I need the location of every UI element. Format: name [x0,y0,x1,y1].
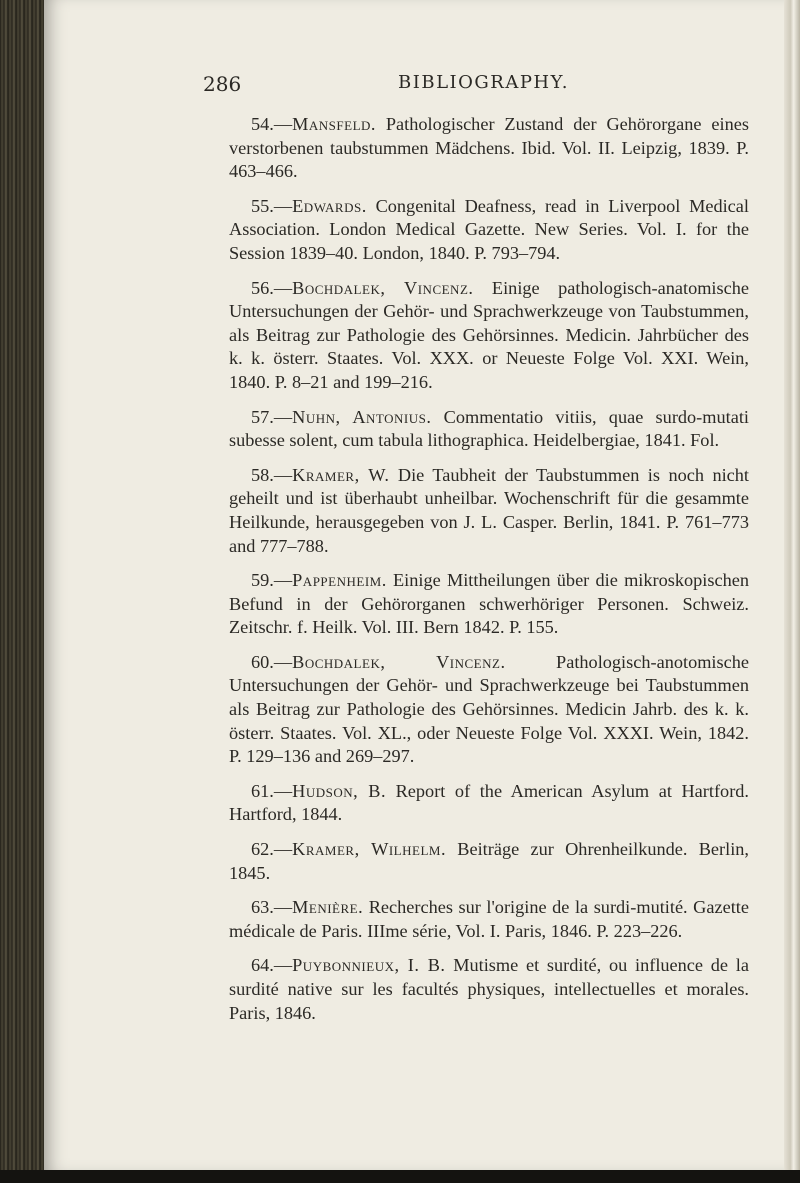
entry-text: Mutisme et surdité, ou influence de la surdité native sur les facultés physiques, intellectuelles et morales. Paris, 1846. [229,955,749,1023]
entry-number: 58.— [251,464,293,485]
entry-text: Beiträge zur Ohrenheilkunde. Berlin, 1845. [229,839,749,883]
entry-number: 59.— [251,570,293,591]
bibliography-entry [229,569,749,640]
bibliography-list [229,113,749,1036]
entry-author: Pappenheim. [292,570,387,591]
entry-author: Puybonnieux, I. B. [292,955,446,976]
entry-number: 57.— [251,406,293,427]
bibliography-entry [229,838,749,885]
bibliography-entry [229,464,749,558]
entry-text: Einige pathologisch-anatomische Untersuchungen der Gehör- und Sprachwerkzeuge von Taubstummen, als Beitrag zur Pathologie des Gehörsinnes. Medicin. Jahrbücher des k. k. österr. Staates. Vol. XXX. or Neueste Folge Vol. XXI. Wein, 1840. P. 8–21 and 199–216. [229,277,749,392]
entry-text: Congenital Deafness, read in Liverpool Medical Association. London Medical Gazette. New Series. Vol. I. for the Session 1839–40. London, 1840. P. 793–794. [229,195,749,263]
entry-number: 64.— [251,955,293,976]
entry-author: Hudson, B. [292,780,387,801]
entry-text: Pathologischer Zustand der Gehörorgane eines verstorbenen taubstummen Mädchens. Ibid. Vol. II. Leipzig, 1839. P. 463–466. [229,114,749,182]
bibliography-entry [229,195,749,266]
bibliography-entry [229,896,749,943]
running-head: BIBLIOGRAPHY. [398,72,569,93]
entry-text: Einige Mittheilungen über die mikroskopischen Befund in der Gehörorganen schwerhöriger Personen. Schweiz. Zeitschr. f. Heilk. Vol. III. Bern 1842. P. 155. [229,570,749,638]
entry-number: 56.— [251,277,293,298]
entry-author: Bochdalek, Vincenz. [292,277,474,298]
bibliography-entry [229,780,749,827]
page-bottom-edge [0,1170,800,1183]
entry-author: Edwards. [292,195,367,216]
bibliography-entry [229,406,749,453]
entry-text: Die Taubheit der Taubstummen is noch nicht geheilt und ist überhaubt unheilbar. Wochenschrift für die gesammte Heilkunde, herausgegeben von J. L. Casper. Berlin, 1841. P. 761–773 and 777–788. [229,464,749,556]
entry-author: Kramer, W. [292,464,390,485]
entry-number: 63.— [251,897,293,918]
entry-text: Recherches sur l'origine de la surdi-mutité. Gazette médicale de Paris. IIIme série, Vol. I. Paris, 1846. P. 223–226. [229,897,749,941]
entry-number: 62.— [251,839,293,860]
bibliography-entry [229,113,749,184]
entry-author: Menière. [292,897,364,918]
entry-author: Mansfeld. [292,114,376,134]
page-number: 286 [203,72,242,96]
entry-text: Pathologisch-anotomische Untersuchungen der Gehör- und Sprachwerkzeuge bei Taubstummen als Beitrag zur Pathologie des Gehörsinnes. Medicin Jahrb. des k. k. österr. Staates. Vol. XL., oder Neueste Folge Vol. XXXI. Wein, 1842. P. 129–136 and 269–297. [229,651,749,767]
entry-author: Bochdalek, Vincenz. [292,651,506,672]
bibliography-entry [229,651,749,769]
page-header [0,72,800,96]
entry-number: 61.— [251,780,293,801]
bibliography-entry [229,954,749,1025]
bibliography-entry [229,277,749,395]
entry-number: 55.— [251,195,293,216]
entry-number: 54.— [251,114,293,134]
entry-text: Report of the American Asylum at Hartford. Hartford, 1844. [229,780,749,825]
entry-number: 60.— [251,651,293,672]
entry-author: Kramer, Wilhelm. [292,839,447,860]
page-edge [784,0,800,1183]
entry-author: Nuhn, Antonius. [292,406,432,427]
entry-text: Commentatio vitiis, quae surdo-mutati subesse solent, cum tabula lithographica. Heidelbergiae, 1841. Fol. [229,406,749,451]
